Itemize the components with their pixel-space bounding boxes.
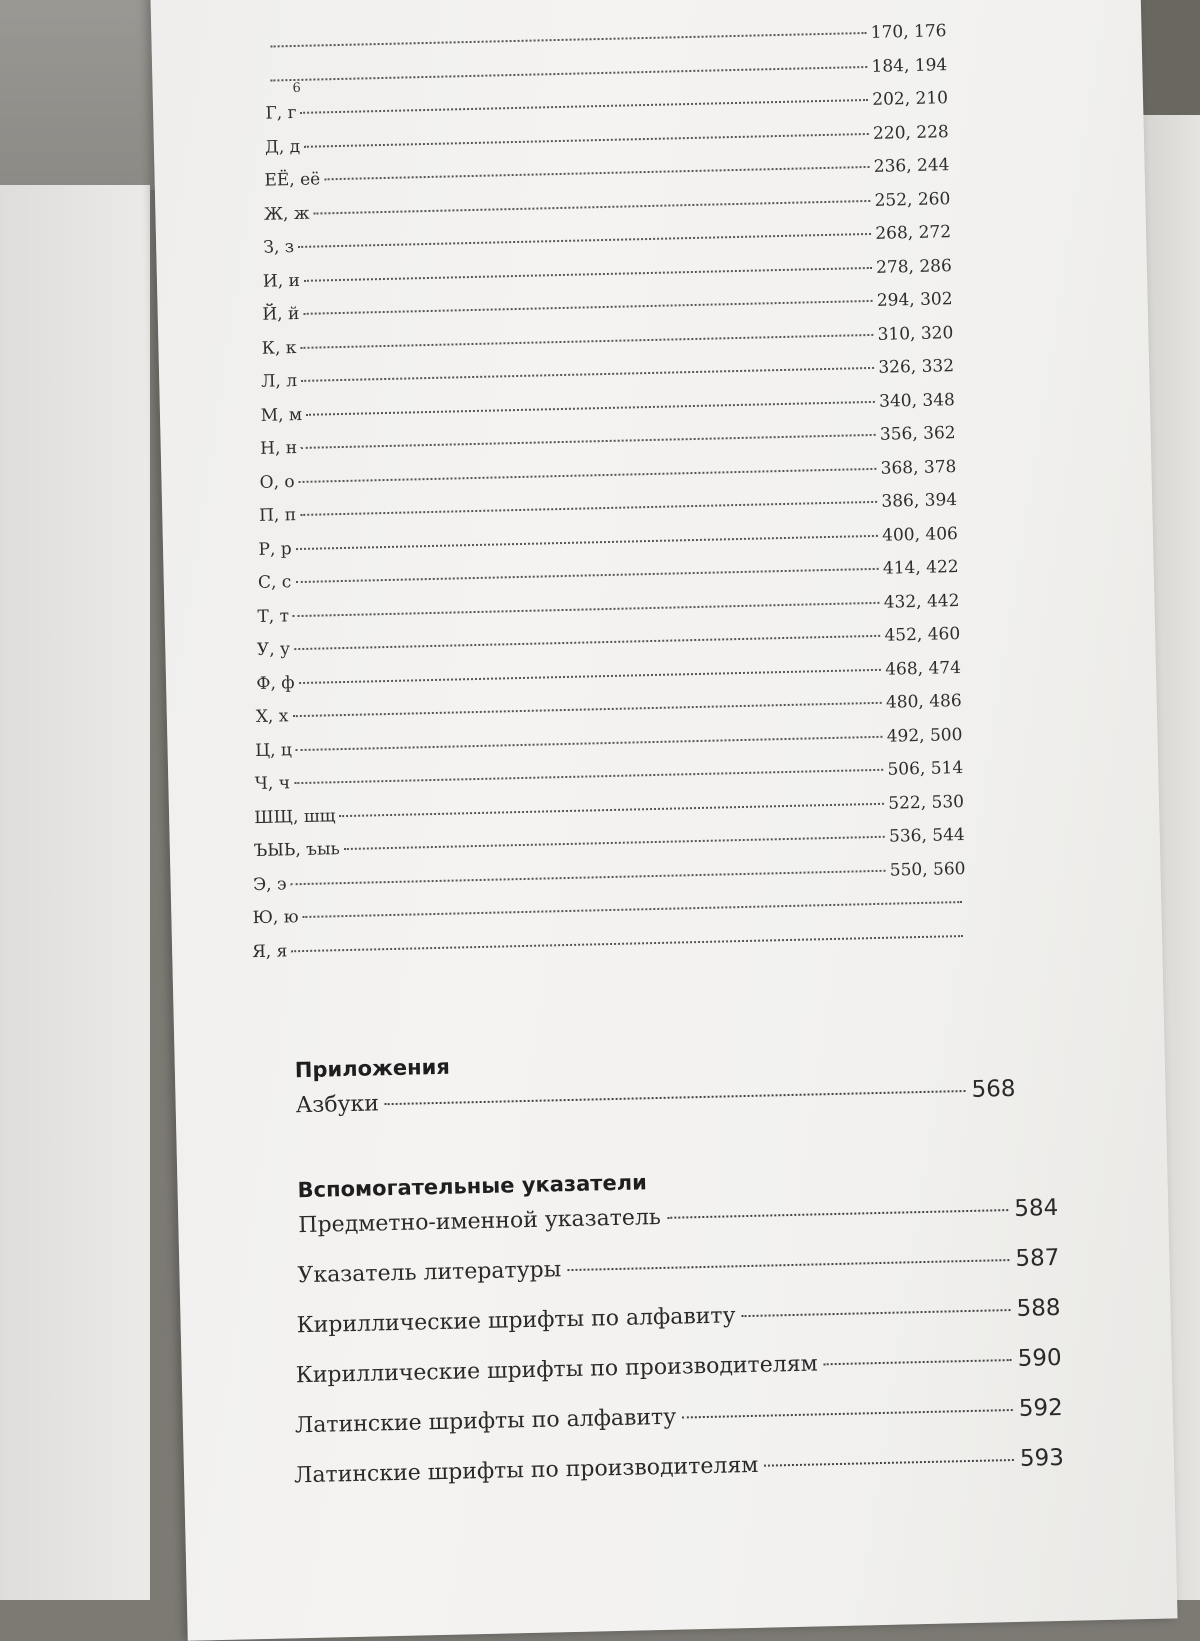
toc-entry-label: Указатель литературы	[297, 1257, 562, 1289]
dot-leader	[306, 400, 875, 415]
toc-entry-pages: 587	[1015, 1244, 1060, 1272]
indexes-list	[293, 1194, 1065, 1512]
dot-leader	[344, 836, 885, 850]
toc-entry-label: Ч, ч	[254, 773, 291, 795]
toc-entry-label: Азбуки	[295, 1091, 380, 1119]
toc-entry-label: Ц, ц	[255, 739, 293, 761]
dot-leader	[667, 1209, 1008, 1219]
toc-entry-label: Г, г	[265, 102, 297, 124]
toc-entry-label: К, к	[261, 337, 297, 359]
toc-entry-pages: 568	[971, 1075, 1016, 1103]
page-number: 6	[292, 80, 302, 97]
toc-entry-label: ЪЫЬ, ъыь	[253, 839, 341, 862]
toc-letter-list	[251, 21, 967, 974]
toc-entry-label: ШЩ, шщ	[254, 805, 336, 828]
toc-entry-label: ЕЁ, её	[264, 169, 321, 191]
toc-entry-pages: 452, 460	[884, 624, 961, 646]
toc-entry-pages: 536, 544	[888, 824, 965, 847]
book-page	[150, 0, 1177, 1641]
toc-entry-pages: 220, 228	[872, 121, 949, 144]
dot-leader	[304, 266, 872, 281]
dot-leader	[303, 300, 873, 315]
dot-leader	[339, 802, 884, 816]
toc-entry-pages: 522, 530	[888, 791, 965, 814]
dot-leader	[313, 199, 870, 214]
toc-entry-pages: 593	[1019, 1444, 1065, 1472]
toc-entry-pages: 592	[1018, 1394, 1064, 1422]
dot-leader	[764, 1459, 1014, 1467]
toc-entry-pages: 468, 474	[884, 657, 962, 680]
toc-entry-pages: 340, 348	[878, 389, 956, 412]
toc-entry-pages: 480, 486	[885, 691, 962, 713]
toc-entry-label: У, у	[256, 639, 291, 660]
toc-entry-pages: 202, 210	[872, 88, 949, 110]
dot-leader	[290, 869, 885, 885]
toc-entry-label: Ю, ю	[252, 907, 299, 929]
toc-entry-label: П, п	[258, 505, 297, 526]
dot-leader	[296, 534, 879, 549]
toc-entry-label: Ф, ф	[256, 672, 295, 694]
toc-entry-label: Д, д	[264, 136, 301, 158]
toc-entry-label: Кириллические шрифты по производителям	[295, 1351, 818, 1389]
toc-entry-pages: 236, 244	[873, 155, 950, 177]
dot-leader	[300, 333, 873, 348]
toc-entry-label: Л, л	[261, 371, 298, 392]
dot-leader	[300, 501, 877, 516]
toc-entry-label: Й, й	[262, 303, 300, 325]
toc-entry-pages: 590	[1017, 1344, 1062, 1372]
toc-entry-pages: 252, 260	[874, 188, 951, 211]
toc-entry-label: З, з	[263, 237, 295, 258]
toc-entry-label: И, и	[262, 270, 301, 292]
toc-entry-pages: 268, 272	[875, 222, 952, 244]
toc-entry-pages: 294, 302	[876, 289, 953, 311]
toc-entry-pages: 550, 560	[889, 858, 966, 881]
indexes-section	[293, 1161, 1065, 1512]
toc-entry-pages: 414, 422	[882, 557, 959, 579]
dot-leader	[301, 367, 874, 382]
toc-entry-pages: 386, 394	[881, 490, 958, 512]
toc-entry-pages: 368, 378	[880, 456, 957, 479]
toc-entry[interactable]	[295, 1076, 1016, 1142]
toc-entry-label: Ж, ж	[263, 203, 310, 225]
toc-entry-pages: 170, 176	[870, 21, 947, 43]
dot-leader	[299, 467, 877, 482]
dot-leader	[296, 735, 883, 750]
appendices-list	[295, 1076, 1016, 1142]
dot-leader	[294, 769, 884, 784]
dot-leader	[270, 65, 867, 81]
toc-entry-label: М, м	[260, 404, 303, 426]
toc-entry-label: Я, я	[251, 940, 288, 962]
dot-leader	[682, 1409, 1013, 1419]
background-surface	[1140, 0, 1200, 115]
toc-entry-pages: 588	[1016, 1294, 1061, 1322]
toc-entry-label: Кириллические шрифты по алфавиту	[296, 1303, 736, 1339]
dot-leader	[301, 99, 869, 114]
toc-entry-label: Предметно-именной указатель	[298, 1204, 662, 1239]
dot-leader	[299, 668, 882, 683]
toc-entry-pages: 278, 286	[875, 255, 953, 278]
toc-entry-label: Р, р	[258, 538, 292, 560]
toc-entry-label: О, о	[259, 471, 295, 493]
dot-leader	[824, 1359, 1012, 1365]
toc-entry-pages: 492, 500	[886, 724, 963, 747]
toc-entry-label: Латинские шрифты по производителям	[293, 1452, 759, 1489]
dot-leader	[295, 568, 879, 583]
appendices-section	[295, 1042, 1017, 1142]
dot-leader	[304, 132, 869, 147]
toc-entry-pages: 310, 320	[877, 322, 954, 345]
toc-entry-label: Х, х	[255, 706, 289, 728]
toc-entry-pages: 356, 362	[879, 423, 956, 445]
toc-entry-pages: 432, 442	[883, 590, 960, 613]
toc-entry-pages: 506, 514	[887, 757, 964, 780]
dot-leader	[567, 1259, 1009, 1271]
dot-leader	[324, 166, 870, 180]
toc-entry-label: Т, т	[257, 605, 290, 627]
left-page-edge	[0, 185, 150, 1600]
toc-entry-label: Латинские шрифты по алфавиту	[294, 1404, 677, 1439]
toc-entry-pages: 400, 406	[881, 523, 959, 546]
dot-leader	[292, 702, 882, 717]
toc-entry-label: Н, н	[259, 438, 298, 459]
indexes-heading: Вспомогательные указатели	[297, 1170, 648, 1203]
toc-entry-pages: 326, 332	[878, 356, 955, 378]
toc-entry-pages: 584	[1014, 1194, 1059, 1222]
dot-leader	[301, 434, 876, 449]
toc-entry-label: С, с	[257, 572, 292, 593]
dot-leader	[293, 601, 880, 616]
dot-leader	[271, 32, 867, 48]
toc-entry-label: Э, э	[252, 873, 287, 895]
dot-leader	[385, 1090, 966, 1105]
background-cloth	[0, 0, 170, 190]
appendices-heading: Приложения	[294, 1054, 451, 1083]
dot-leader	[294, 635, 880, 650]
dot-leader	[741, 1309, 1010, 1317]
toc-entry-pages: 184, 194	[871, 54, 948, 77]
dot-leader	[298, 233, 871, 248]
